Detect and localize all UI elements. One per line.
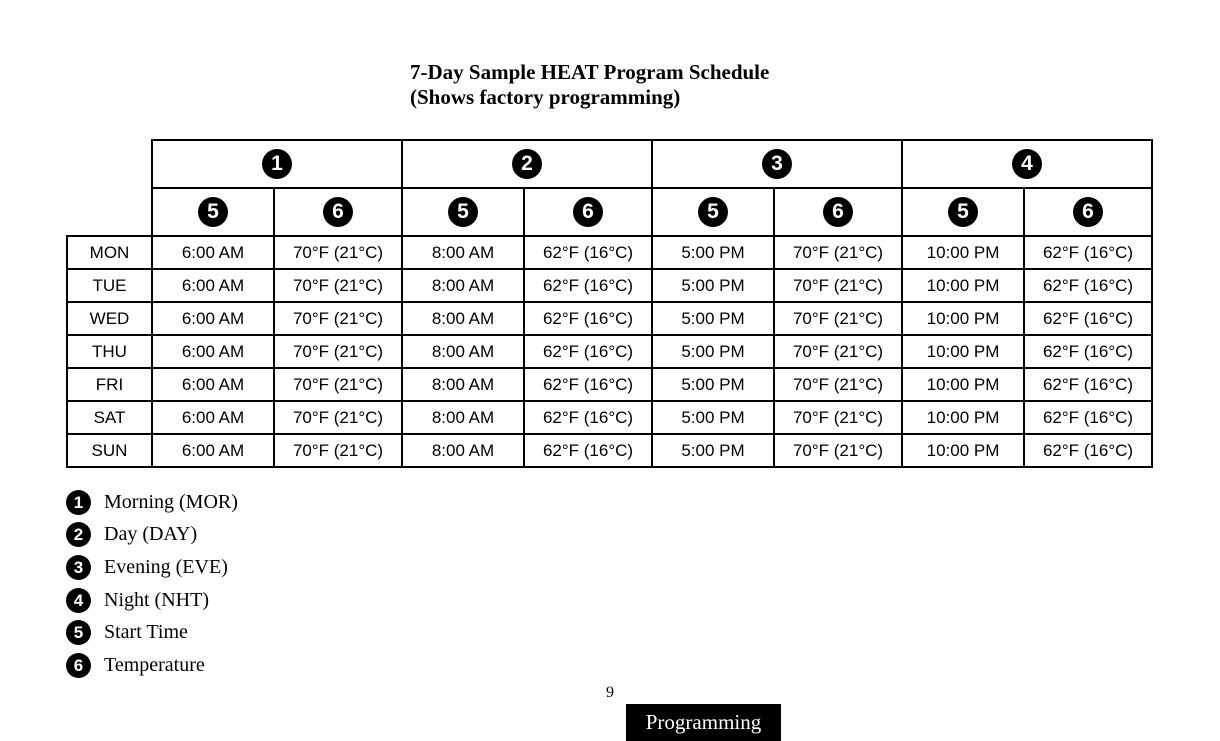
legend-label: Night (NHT) xyxy=(104,588,209,611)
legend-label: Evening (EVE) xyxy=(104,555,228,578)
number-badge-icon: 3 xyxy=(66,555,91,580)
start-time-cell: 8:00 AM xyxy=(402,401,524,434)
start-time-cell: 8:00 AM xyxy=(402,335,524,368)
start-time-cell: 6:00 AM xyxy=(152,236,274,269)
temperature-cell: 70°F (21°C) xyxy=(774,368,902,401)
temperature-cell: 62°F (16°C) xyxy=(1024,434,1152,467)
page-number: 9 xyxy=(606,684,614,701)
number-badge-icon: 1 xyxy=(66,490,91,515)
subheader-cell xyxy=(774,188,902,236)
title-line-1: 7-Day Sample HEAT Program Schedule xyxy=(410,60,770,84)
period-header-cell xyxy=(902,140,1152,188)
legend-label: Day (DAY) xyxy=(104,523,198,546)
number-badge-icon: 5 xyxy=(948,197,978,227)
start-time-cell: 10:00 PM xyxy=(902,269,1024,302)
start-time-cell: 6:00 AM xyxy=(152,335,274,368)
number-badge-icon: 4 xyxy=(66,588,91,613)
legend-item xyxy=(66,519,238,552)
temperature-cell: 62°F (16°C) xyxy=(524,236,652,269)
period-header-cell xyxy=(402,140,652,188)
temperature-cell: 70°F (21°C) xyxy=(274,236,402,269)
start-time-cell: 10:00 PM xyxy=(902,368,1024,401)
start-time-cell: 10:00 PM xyxy=(902,401,1024,434)
start-time-cell: 6:00 AM xyxy=(152,401,274,434)
schedule-body xyxy=(67,236,1152,467)
start-time-cell: 5:00 PM xyxy=(652,302,774,335)
start-time-cell: 8:00 AM xyxy=(402,302,524,335)
start-time-cell: 5:00 PM xyxy=(652,368,774,401)
number-badge-icon: 5 xyxy=(66,620,91,645)
table-row xyxy=(67,302,1152,335)
subheader-cell xyxy=(1024,188,1152,236)
day-cell: FRI xyxy=(67,368,152,401)
number-badge-icon: 6 xyxy=(323,197,353,227)
title-line-2: (Shows factory programming) xyxy=(410,85,681,109)
start-time-cell: 10:00 PM xyxy=(902,335,1024,368)
subheader-cell xyxy=(402,188,524,236)
start-time-cell: 6:00 AM xyxy=(152,434,274,467)
start-time-cell: 10:00 PM xyxy=(902,236,1024,269)
period-header-cell xyxy=(152,140,402,188)
temperature-cell: 62°F (16°C) xyxy=(524,269,652,302)
temperature-cell: 62°F (16°C) xyxy=(1024,368,1152,401)
table-row xyxy=(67,368,1152,401)
temperature-cell: 70°F (21°C) xyxy=(274,269,402,302)
day-cell: WED xyxy=(67,302,152,335)
legend xyxy=(66,486,238,682)
temperature-cell: 70°F (21°C) xyxy=(274,302,402,335)
temperature-cell: 62°F (16°C) xyxy=(524,434,652,467)
temperature-cell: 70°F (21°C) xyxy=(774,335,902,368)
number-badge-icon: 1 xyxy=(262,149,292,179)
legend-item xyxy=(66,551,238,584)
number-badge-icon: 4 xyxy=(1012,149,1042,179)
start-time-cell: 8:00 AM xyxy=(402,368,524,401)
start-time-cell: 5:00 PM xyxy=(652,401,774,434)
start-time-cell: 10:00 PM xyxy=(902,302,1024,335)
day-cell: TUE xyxy=(67,269,152,302)
day-cell: THU xyxy=(67,335,152,368)
legend-label: Start Time xyxy=(104,621,188,644)
temperature-cell: 62°F (16°C) xyxy=(1024,236,1152,269)
subheader-row xyxy=(67,188,1152,236)
number-badge-icon: 6 xyxy=(1073,197,1103,227)
table-row xyxy=(67,401,1152,434)
temperature-cell: 70°F (21°C) xyxy=(274,368,402,401)
start-time-cell: 8:00 AM xyxy=(402,434,524,467)
temperature-cell: 70°F (21°C) xyxy=(774,269,902,302)
period-header-cell xyxy=(652,140,902,188)
table-row xyxy=(67,269,1152,302)
period-header-row xyxy=(67,140,1152,188)
table-row xyxy=(67,236,1152,269)
header-blank-cell xyxy=(67,188,152,236)
table-row xyxy=(67,335,1152,368)
temperature-cell: 70°F (21°C) xyxy=(774,236,902,269)
temperature-cell: 62°F (16°C) xyxy=(1024,302,1152,335)
page-title xyxy=(410,60,769,110)
number-badge-icon: 5 xyxy=(698,197,728,227)
temperature-cell: 62°F (16°C) xyxy=(524,335,652,368)
temperature-cell: 70°F (21°C) xyxy=(774,302,902,335)
subheader-cell xyxy=(902,188,1024,236)
start-time-cell: 6:00 AM xyxy=(152,269,274,302)
number-badge-icon: 5 xyxy=(448,197,478,227)
header-blank-cell xyxy=(67,140,152,188)
legend-item xyxy=(66,584,238,617)
start-time-cell: 8:00 AM xyxy=(402,236,524,269)
number-badge-icon: 2 xyxy=(66,522,91,547)
temperature-cell: 62°F (16°C) xyxy=(1024,269,1152,302)
section-tab: Programming xyxy=(626,704,781,741)
subheader-cell xyxy=(274,188,402,236)
legend-item xyxy=(66,649,238,682)
start-time-cell: 6:00 AM xyxy=(152,368,274,401)
legend-label: Morning (MOR) xyxy=(104,490,238,513)
start-time-cell: 10:00 PM xyxy=(902,434,1024,467)
subheader-cell xyxy=(524,188,652,236)
day-cell: SAT xyxy=(67,401,152,434)
number-badge-icon: 3 xyxy=(762,149,792,179)
temperature-cell: 70°F (21°C) xyxy=(274,434,402,467)
number-badge-icon: 6 xyxy=(573,197,603,227)
legend-item xyxy=(66,486,238,519)
start-time-cell: 8:00 AM xyxy=(402,269,524,302)
start-time-cell: 5:00 PM xyxy=(652,335,774,368)
subheader-cell xyxy=(152,188,274,236)
temperature-cell: 70°F (21°C) xyxy=(274,335,402,368)
start-time-cell: 5:00 PM xyxy=(652,269,774,302)
day-cell: MON xyxy=(67,236,152,269)
table-row xyxy=(67,434,1152,467)
number-badge-icon: 5 xyxy=(198,197,228,227)
schedule-table xyxy=(66,139,1153,468)
temperature-cell: 62°F (16°C) xyxy=(1024,401,1152,434)
number-badge-icon: 6 xyxy=(823,197,853,227)
temperature-cell: 62°F (16°C) xyxy=(524,401,652,434)
start-time-cell: 5:00 PM xyxy=(652,236,774,269)
temperature-cell: 70°F (21°C) xyxy=(774,434,902,467)
number-badge-icon: 6 xyxy=(66,653,91,678)
temperature-cell: 62°F (16°C) xyxy=(524,302,652,335)
start-time-cell: 5:00 PM xyxy=(652,434,774,467)
temperature-cell: 70°F (21°C) xyxy=(774,401,902,434)
day-cell: SUN xyxy=(67,434,152,467)
legend-label: Temperature xyxy=(104,653,205,676)
subheader-cell xyxy=(652,188,774,236)
legend-item xyxy=(66,616,238,649)
temperature-cell: 70°F (21°C) xyxy=(274,401,402,434)
temperature-cell: 62°F (16°C) xyxy=(1024,335,1152,368)
number-badge-icon: 2 xyxy=(512,149,542,179)
start-time-cell: 6:00 AM xyxy=(152,302,274,335)
temperature-cell: 62°F (16°C) xyxy=(524,368,652,401)
